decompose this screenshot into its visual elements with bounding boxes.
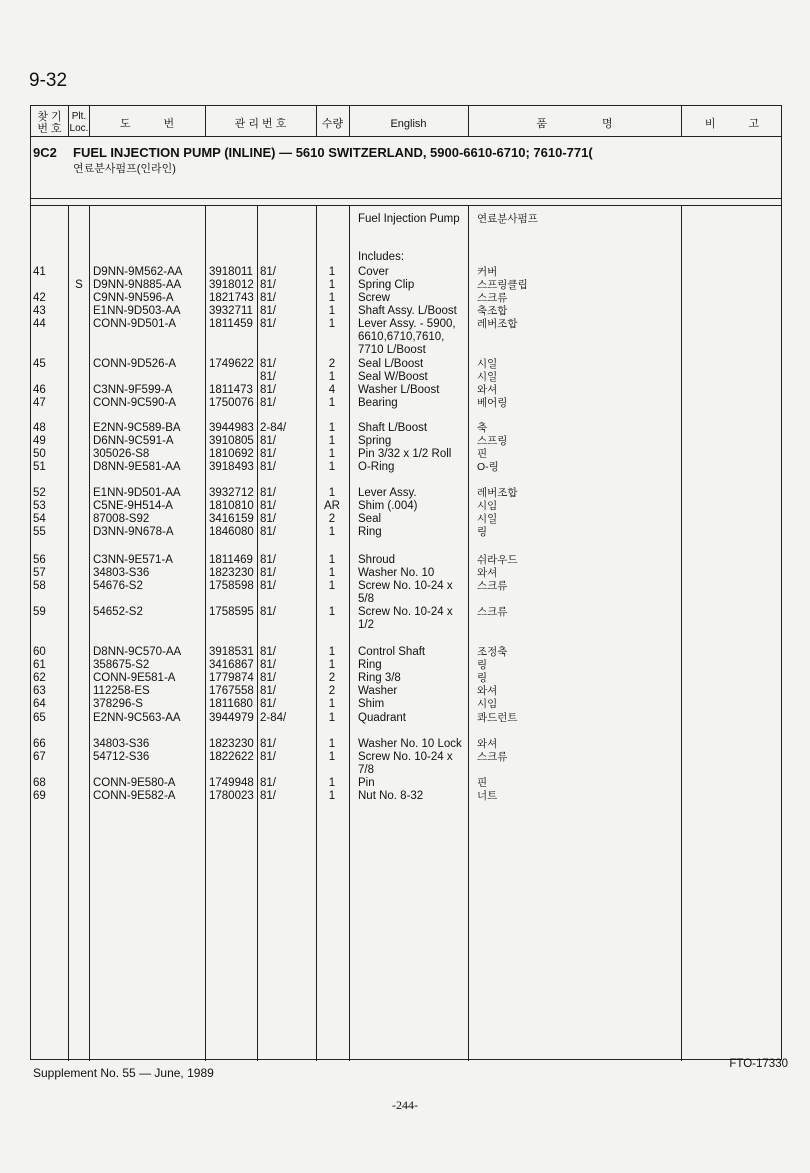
quantity: 1 (328, 580, 336, 592)
part-number: C5NE-9H514-A (93, 500, 173, 512)
management-number: 1749622 (209, 358, 254, 370)
management-number: 1823230 (209, 567, 254, 579)
part-number: 34803-S36 (93, 738, 150, 750)
korean-name: 스크류 (477, 580, 508, 592)
ref-number: 56 (33, 554, 46, 566)
date-code: 81/ (260, 526, 276, 538)
header-korean: 품 명 (536, 118, 613, 130)
part-number: C9NN-9N596-A (93, 292, 174, 304)
management-number: 1758598 (209, 580, 254, 592)
english-name: Lever Assy. - 5900, (358, 318, 456, 330)
management-number: 1779874 (209, 672, 254, 684)
ref-number: 68 (33, 777, 46, 789)
management-number: 3918531 (209, 646, 254, 658)
quantity: 1 (328, 371, 336, 383)
quantity: 2 (328, 513, 336, 525)
ref-number: 67 (33, 751, 46, 763)
korean-name: 스프링 (477, 435, 508, 447)
part-number: C3NN-9F599-A (93, 384, 173, 396)
part-number: 87008-S92 (93, 513, 150, 525)
ref-number: 44 (33, 318, 46, 330)
english-name: Washer L/Boost (358, 384, 440, 396)
section-title-korean: 연료분사펌프(인라인) (73, 163, 176, 175)
header-part-no: 도 번 (119, 118, 175, 130)
management-number: 1811680 (209, 698, 253, 710)
korean-name: 스크류 (477, 751, 508, 763)
management-number: 3918012 (209, 279, 254, 291)
ref-number: 59 (33, 606, 46, 618)
korean-name: 쉬라우드 (477, 554, 518, 566)
korean-name: 베어링 (477, 397, 508, 409)
part-number: CONN-9C590-A (93, 397, 177, 409)
date-code: 81/ (260, 358, 276, 370)
date-code: 81/ (260, 513, 276, 525)
english-name: Washer (358, 685, 398, 697)
management-number: 1780023 (209, 790, 254, 802)
date-code: 81/ (260, 777, 276, 789)
quantity: 1 (328, 554, 336, 566)
quantity: 1 (328, 305, 336, 317)
part-number: E2NN-9C563-AA (93, 712, 181, 724)
english-name: Shroud (358, 554, 396, 566)
management-number: 3918493 (209, 461, 254, 473)
english-name: Seal L/Boost (358, 358, 424, 370)
date-code: 81/ (260, 751, 276, 763)
korean-name: 와셔 (477, 685, 498, 697)
english-name: 6610,6710,7610, (358, 331, 445, 343)
page-number: 9-32 (29, 70, 68, 91)
ref-number: 61 (33, 659, 46, 671)
management-number: 1749948 (209, 777, 254, 789)
ref-number: 42 (33, 292, 46, 304)
ref-number: 50 (33, 448, 46, 460)
date-code: 81/ (260, 698, 276, 710)
quantity: 1 (328, 738, 336, 750)
ref-number: 51 (33, 461, 46, 473)
date-code: 2-84/ (260, 712, 287, 724)
quantity: 1 (328, 422, 336, 434)
management-number: 1810692 (209, 448, 254, 460)
english-name: Screw No. 10-24 x (358, 751, 453, 763)
ref-number: 49 (33, 435, 46, 447)
col-rule (257, 205, 258, 1061)
header-mgmt-no: 관 리 번 호 (234, 118, 287, 130)
management-number: 1823230 (209, 738, 254, 750)
date-code: 81/ (260, 292, 276, 304)
part-number: D6NN-9C591-A (93, 435, 174, 447)
korean-name: 와셔 (477, 567, 498, 579)
ref-number: 47 (33, 397, 46, 409)
english-name: Fuel Injection Pump (358, 213, 460, 225)
korean-name: 시일 (477, 371, 498, 383)
korean-name: 링 (477, 659, 488, 671)
part-number: E1NN-9D503-AA (93, 305, 181, 317)
korean-name: 시임 (477, 500, 498, 512)
management-number: 1821743 (209, 292, 254, 304)
quantity: 1 (328, 397, 336, 409)
management-number: 3918011 (209, 266, 253, 278)
ref-number: 65 (33, 712, 46, 724)
english-name: Screw (358, 292, 390, 304)
korean-name: 콰드런트 (477, 712, 518, 724)
col-rule (681, 205, 682, 1061)
date-code: 81/ (260, 500, 276, 512)
date-code: 81/ (260, 435, 276, 447)
ref-number: 46 (33, 384, 46, 396)
korean-name: 조정축 (477, 646, 508, 658)
management-number: 1767558 (209, 685, 254, 697)
header-remarks: 비 고 (704, 118, 760, 130)
header-english: English (390, 118, 427, 130)
quantity: 1 (328, 461, 336, 473)
date-code: 81/ (260, 279, 276, 291)
col-rule (349, 205, 350, 1061)
section-code: 9C2 (33, 145, 57, 160)
col-rule (89, 205, 90, 1061)
date-code: 81/ (260, 554, 276, 566)
part-number: E1NN-9D501-AA (93, 487, 181, 499)
management-number: 3932711 (209, 305, 253, 317)
english-name: Seal W/Boost (358, 371, 428, 383)
part-number: 54712-S36 (93, 751, 150, 763)
date-code: 2-84/ (260, 422, 287, 434)
korean-name: 연료분사펌프 (477, 213, 538, 225)
korean-name: 핀 (477, 777, 488, 789)
korean-name: 시일 (477, 358, 498, 370)
english-name: 5/8 (358, 593, 374, 605)
english-name: Washer No. 10 (358, 567, 435, 579)
korean-name: 와셔 (477, 738, 498, 750)
part-number: CONN-9E580-A (93, 777, 176, 789)
english-name: Spring Clip (358, 279, 415, 291)
ref-number: 48 (33, 422, 46, 434)
english-name: Screw No. 10-24 x (358, 580, 453, 592)
quantity: 4 (328, 384, 336, 396)
english-name: Nut No. 8-32 (358, 790, 424, 802)
korean-name: 시임 (477, 698, 498, 710)
part-number: 358675-S2 (93, 659, 150, 671)
ref-number: 62 (33, 672, 46, 684)
korean-name: 스크류 (477, 606, 508, 618)
english-name: Quadrant (358, 712, 406, 724)
english-name: Shaft Assy. L/Boost (358, 305, 457, 317)
quantity: 1 (328, 448, 336, 460)
management-number: 1846080 (209, 526, 254, 538)
date-code: 81/ (260, 305, 276, 317)
quantity: 1 (328, 292, 336, 304)
management-number: 1811469 (209, 554, 253, 566)
quantity: 1 (328, 790, 336, 802)
english-name: Washer No. 10 Lock (358, 738, 462, 750)
english-name: Cover (358, 266, 389, 278)
ref-number: 55 (33, 526, 46, 538)
ref-number: 53 (33, 500, 46, 512)
part-number: D9NN-9M562-AA (93, 266, 183, 278)
ref-number: 43 (33, 305, 46, 317)
english-name: Lever Assy. (358, 487, 417, 499)
english-name: Bearing (358, 397, 398, 409)
ref-number: 60 (33, 646, 46, 658)
part-number: C3NN-9E571-A (93, 554, 173, 566)
plant-location: S (75, 279, 83, 291)
quantity: 1 (328, 698, 336, 710)
header-qty: 수량 (321, 118, 344, 130)
ref-number: 69 (33, 790, 46, 802)
title-divider (31, 198, 781, 199)
date-code: 81/ (260, 487, 276, 499)
col-rule (468, 205, 469, 1061)
page-footer-number: -244- (392, 1098, 418, 1112)
english-name: Seal (358, 513, 382, 525)
quantity: 1 (328, 435, 336, 447)
english-name: 7/8 (358, 764, 374, 776)
date-code: 81/ (260, 659, 276, 671)
management-number: 1811473 (209, 384, 253, 396)
management-number: 1750076 (209, 397, 254, 409)
management-number: 3944983 (209, 422, 254, 434)
korean-name: 스프링클립 (477, 279, 528, 291)
management-number: 1822622 (209, 751, 254, 763)
part-number: 54676-S2 (93, 580, 143, 592)
header-plt-loc: Plt. Loc. (69, 111, 89, 134)
english-name: O-Ring (358, 461, 395, 473)
date-code: 81/ (260, 384, 276, 396)
date-code: 81/ (260, 318, 276, 330)
management-number: 1758595 (209, 606, 254, 618)
management-number: 3416159 (209, 513, 254, 525)
part-number: CONN-9E581-A (93, 672, 176, 684)
management-number: 3910805 (209, 435, 254, 447)
quantity: 2 (328, 358, 336, 370)
english-name: Ring (358, 659, 382, 671)
quantity: 1 (328, 279, 336, 291)
part-number: CONN-9D526-A (93, 358, 177, 370)
date-code: 81/ (260, 606, 276, 618)
supplement-note: Supplement No. 55 — June, 1989 (33, 1066, 214, 1080)
ref-number: 45 (33, 358, 46, 370)
quantity: 1 (328, 777, 336, 789)
quantity: 1 (328, 751, 336, 763)
part-number: CONN-9E582-A (93, 790, 176, 802)
english-name: Screw No. 10-24 x (358, 606, 453, 618)
quantity: 1 (328, 318, 336, 330)
english-name: 7710 L/Boost (358, 344, 426, 356)
korean-name: O-링 (477, 461, 499, 473)
ref-number: 52 (33, 487, 46, 499)
english-name: Control Shaft (358, 646, 426, 658)
english-name: Ring 3/8 (358, 672, 401, 684)
quantity: 1 (328, 659, 336, 671)
col-rule (316, 205, 317, 1061)
management-number: 3944979 (209, 712, 254, 724)
header-divider (31, 136, 781, 137)
part-number: 305026-S8 (93, 448, 150, 460)
quantity: 1 (328, 487, 336, 499)
english-name: 1/2 (358, 619, 374, 631)
parts-table (30, 105, 782, 1060)
title-divider-2 (31, 205, 781, 206)
date-code: 81/ (260, 790, 276, 802)
english-name: Includes: (358, 251, 405, 263)
quantity: 1 (328, 266, 336, 278)
date-code: 81/ (260, 371, 276, 383)
date-code: 81/ (260, 266, 276, 278)
header-ref: 찾 기 번 호 (37, 111, 62, 135)
col-rule (68, 205, 69, 1061)
date-code: 81/ (260, 672, 276, 684)
quantity: 1 (328, 526, 336, 538)
english-name: Shim (.004) (358, 500, 418, 512)
korean-name: 와셔 (477, 384, 498, 396)
ref-number: 54 (33, 513, 46, 525)
part-number: 378296-S (93, 698, 143, 710)
section-title: FUEL INJECTION PUMP (INLINE) — 5610 SWITZERLAND, 5900-6610-6710; 7610-771( (73, 145, 593, 160)
date-code: 81/ (260, 580, 276, 592)
english-name: Pin 3/32 x 1/2 Roll (358, 448, 452, 460)
korean-name: 너트 (477, 790, 498, 802)
quantity: 1 (328, 567, 336, 579)
part-number: D8NN-9C570-AA (93, 646, 182, 658)
date-code: 81/ (260, 397, 276, 409)
ref-number: 63 (33, 685, 46, 697)
quantity: AR (324, 500, 340, 512)
korean-name: 스크류 (477, 292, 508, 304)
korean-name: 커버 (477, 266, 498, 278)
quantity: 1 (328, 646, 336, 658)
english-name: Spring (358, 435, 392, 447)
ref-number: 41 (33, 266, 46, 278)
quantity: 1 (328, 606, 336, 618)
korean-name: 축 (477, 422, 488, 434)
management-number: 1811459 (209, 318, 253, 330)
part-number: D8NN-9E581-AA (93, 461, 181, 473)
part-number: 112258-ES (93, 685, 150, 697)
management-number: 3416867 (209, 659, 254, 671)
english-name: Pin (358, 777, 375, 789)
date-code: 81/ (260, 461, 276, 473)
ref-number: 57 (33, 567, 46, 579)
quantity: 2 (328, 672, 336, 684)
korean-name: 축조합 (477, 305, 508, 317)
english-name: Ring (358, 526, 382, 538)
korean-name: 레버조합 (477, 487, 518, 499)
korean-name: 핀 (477, 448, 488, 460)
ref-number: 58 (33, 580, 46, 592)
english-name: Shaft L/Boost (358, 422, 428, 434)
col-rule (205, 205, 206, 1061)
korean-name: 링 (477, 526, 488, 538)
korean-name: 시일 (477, 513, 498, 525)
date-code: 81/ (260, 646, 276, 658)
part-number: 34803-S36 (93, 567, 150, 579)
form-code: FTO-17330 (729, 1058, 788, 1070)
part-number: 54652-S2 (93, 606, 143, 618)
quantity: 2 (328, 685, 336, 697)
date-code: 81/ (260, 738, 276, 750)
ref-number: 66 (33, 738, 46, 750)
quantity: 1 (328, 712, 336, 724)
date-code: 81/ (260, 685, 276, 697)
part-number: CONN-9D501-A (93, 318, 177, 330)
part-number: D9NN-9N885-AA (93, 279, 182, 291)
management-number: 3932712 (209, 487, 254, 499)
part-number: D3NN-9N678-A (93, 526, 174, 538)
korean-name: 링 (477, 672, 488, 684)
date-code: 81/ (260, 448, 276, 460)
date-code: 81/ (260, 567, 276, 579)
part-number: E2NN-9C589-BA (93, 422, 181, 434)
ref-number: 64 (33, 698, 46, 710)
korean-name: 레버조합 (477, 318, 518, 330)
management-number: 1810810 (209, 500, 254, 512)
english-name: Shim (358, 698, 385, 710)
